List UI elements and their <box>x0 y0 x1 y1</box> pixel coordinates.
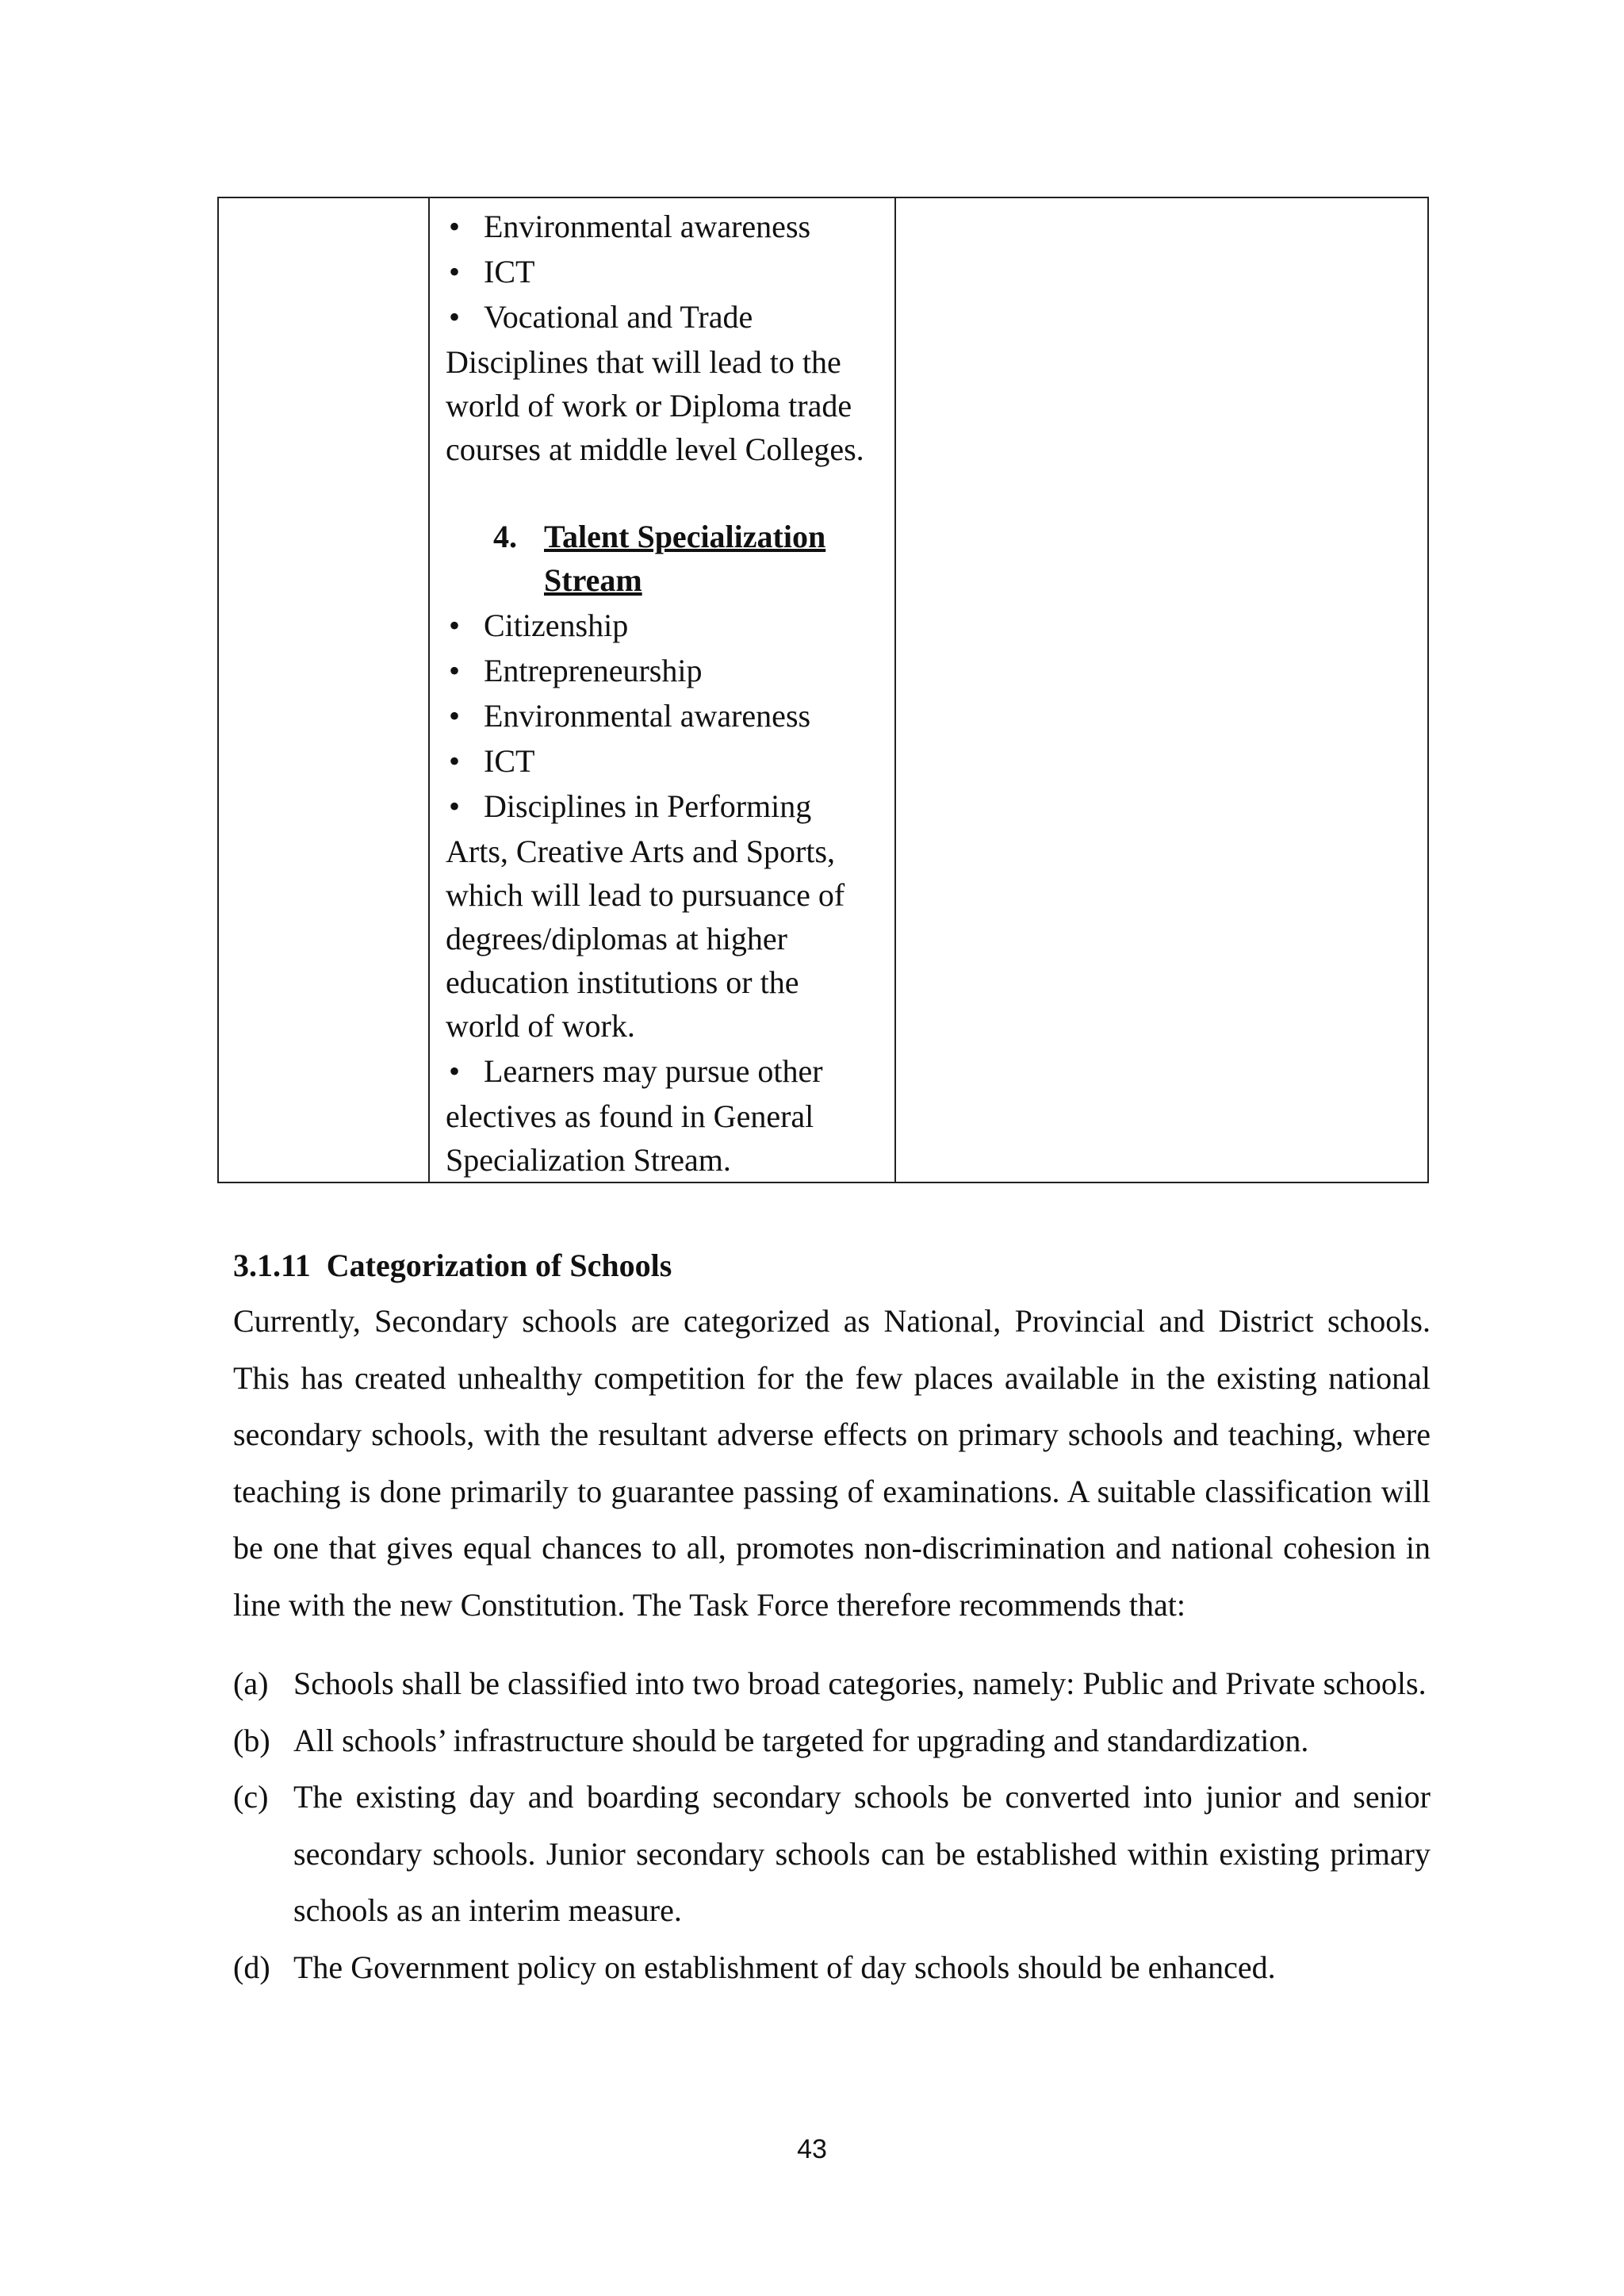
list-item-continuation: Disciplines that will lead to the <box>446 344 841 380</box>
section-paragraph: Currently, Secondary schools are categorized as National, Provincial and District schools. This has created unhealthy competition for the few places available in the existing national secondary schools, with the resultant adverse effects on primary schools and teaching, where teaching is done primarily to guarantee passing of examinations. A suitable classification will be one that gives equal chances to all, promotes non-discrimination and national cohesion in line with the new Constitution. The Task Force therefore recommends that: <box>233 1303 1431 1623</box>
list-item <box>233 1769 1431 1939</box>
list-marker: (a) <box>233 1665 269 1701</box>
curriculum-table <box>217 197 1429 1183</box>
section-number: 3.1.11 <box>233 1248 311 1283</box>
list-marker: (d) <box>233 1949 270 1985</box>
list-item-continuation: which will lead to pursuance of <box>446 877 845 913</box>
list-item-text: All schools’ infrastructure should be targeted for upgrading and standardization. <box>293 1722 1309 1758</box>
list-item-text: The existing day and boarding secondary schools be converted into junior and senior secondary schools. Junior secondary schools can be established within existing primary schools as an interim measure. <box>293 1779 1431 1928</box>
table-row <box>218 197 1428 1182</box>
section-title: Categorization of Schools <box>326 1248 672 1283</box>
section-categorization <box>233 1242 1431 1995</box>
list-item: • Environmental awareness <box>446 694 879 738</box>
stream-title-line1: Talent Specialization <box>544 519 826 554</box>
list-item <box>233 1712 1431 1769</box>
recommendations-list <box>233 1655 1431 1995</box>
list-item-continuation: Arts, Creative Arts and Sports, <box>446 834 836 869</box>
list-item-text: Schools shall be classified into two broad categories, namely: Public and Private schools. <box>293 1665 1427 1701</box>
list-item: • Vocational and Trade <box>446 295 879 339</box>
list-item: • Citizenship <box>446 604 879 647</box>
list-item-continuation: world of work. <box>446 1008 635 1044</box>
list-item: • ICT <box>446 250 879 293</box>
list-marker: (b) <box>233 1722 270 1758</box>
page-number: 43 <box>797 2134 827 2164</box>
list-item-continuation: electives as found in General <box>446 1098 814 1134</box>
stream-heading-continued <box>446 558 879 602</box>
list-item <box>233 1939 1431 1996</box>
stream-number: 4. <box>493 519 517 554</box>
list-item: • Disciplines in Performing <box>446 784 879 828</box>
list-item-continuation: world of work or Diploma trade <box>446 388 852 424</box>
list-item: • Learners may pursue other <box>446 1049 879 1093</box>
stream-heading <box>446 515 879 558</box>
spacer <box>446 471 879 515</box>
table-cell-empty-left <box>218 197 429 1182</box>
list-item <box>233 1655 1431 1712</box>
table-cell-empty-right <box>895 197 1428 1182</box>
list-marker: (c) <box>233 1779 269 1815</box>
list-item-continuation: Specialization Stream. <box>446 1142 731 1178</box>
list-item-continuation: education institutions or the <box>446 964 799 1000</box>
table-cell-subjects <box>429 197 895 1182</box>
list-item: • ICT <box>446 739 879 783</box>
stream-title-line2: Stream <box>544 562 642 598</box>
list-item: • Environmental awareness <box>446 205 879 248</box>
list-item-continuation: courses at middle level Colleges. <box>446 431 864 467</box>
list-item: • Entrepreneurship <box>446 649 879 692</box>
section-heading <box>233 1242 1431 1290</box>
list-item-text: The Government policy on establishment of day schools should be enhanced. <box>293 1949 1276 1985</box>
list-item-continuation: degrees/diplomas at higher <box>446 921 787 956</box>
